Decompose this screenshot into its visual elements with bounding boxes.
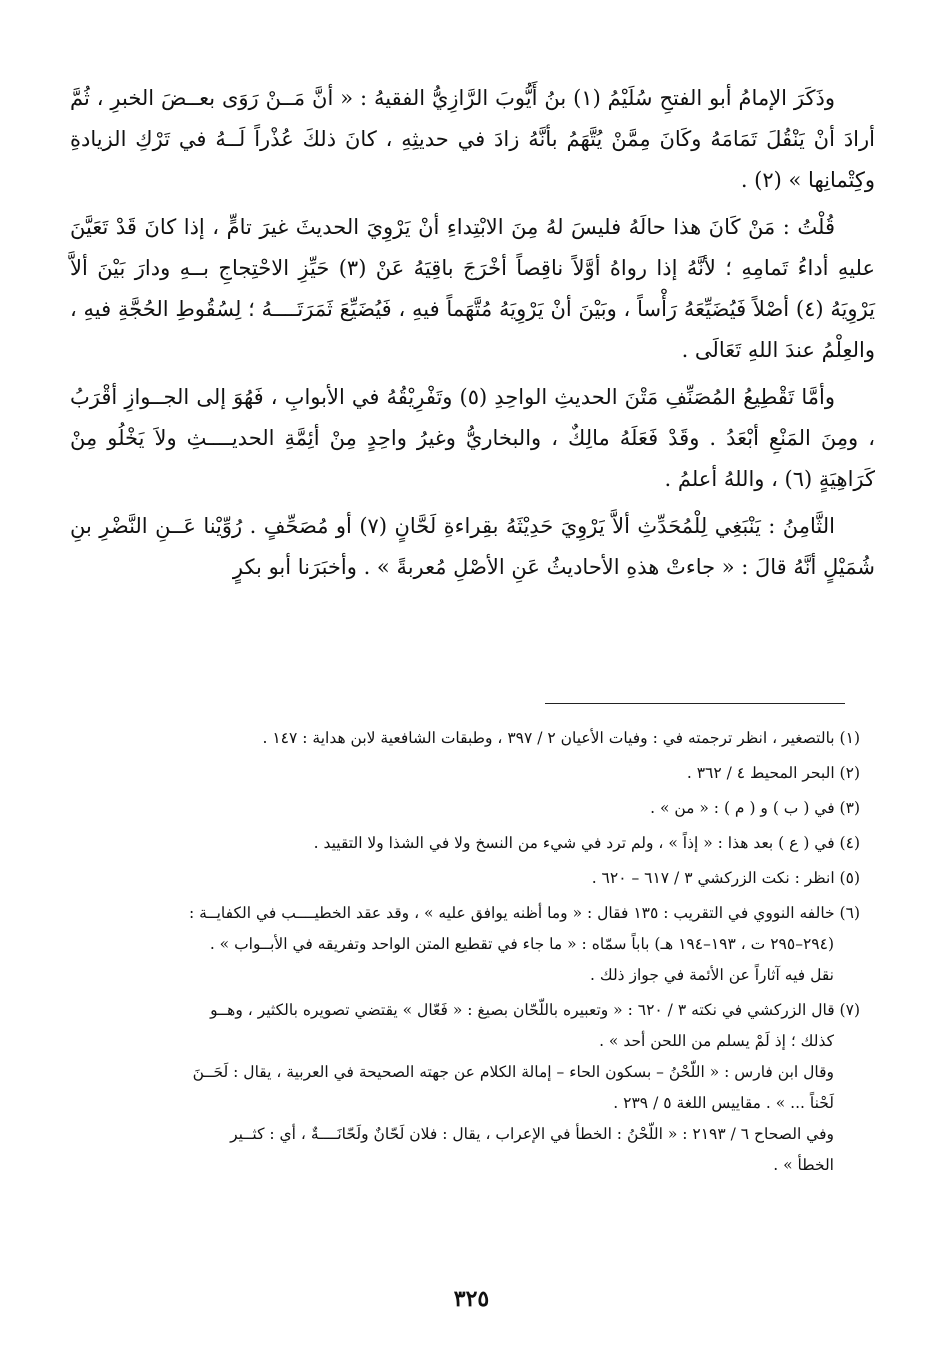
footnote-line: نقل فيه آثاراً عن الأئمة في جواز ذلك . <box>590 966 834 984</box>
footnote-line: (٢) البحر المحيط ٤ / ٣٦٢ . <box>686 764 860 782</box>
footnote-line: لَحْناً ... » . مقاييس اللغة ٥ / ٢٣٩ . <box>613 1094 834 1112</box>
footnote-line: وقال ابن فارس : « اللّحْنُ – بسكون الحاء – إمالة الكلام عن جهته الصحيحة في العربية ، يقال : لَحَــنَ <box>192 1063 834 1081</box>
paragraph-3: وأمَّا تَقْطِيعُ المُصَنِّفِ مَتْنَ الحديثِ الواحِدِ (٥) وتَفْرِيْقُهُ في الأبوابِ ، فَهُوَ إلى الجــوازِ أقْرَبُ ، ومِنَ المَنْعِ أبْعَدُ . وقَدْ فَعَلَهُ مالِكٌ ، والبخاريُّ وغيرُ واحِدٍ مِنْ أئِمَّةِ الحديــــثِ ولاَ يَخْلُو مِنْ كَرَاهِيَةٍ (٦) ، واللهُ أعلمُ . <box>70 385 875 491</box>
footnote-5 <box>70 863 860 894</box>
footnote-4 <box>70 828 860 859</box>
main-text <box>70 78 875 588</box>
footnote-2 <box>70 758 860 789</box>
footnote-7 <box>70 995 860 1181</box>
footnote-line: (٦) خالفه النووي في التقريب : ١٣٥ فقال : « وما أظنه يوافق عليه » ، وقد عقد الخطيــــب في الكفايــة : <box>189 904 860 922</box>
footnote-line: (٣) في ( ب ) و ( م ) : « من » . <box>650 799 860 817</box>
footnote-line: (٥) انظر : نكت الزركشي ٣ / ٦١٧ – ٦٢٠ . <box>591 869 860 887</box>
footnote-line: وفي الصحاح ٦ / ٢١٩٣ : « اللّحْنُ : الخطأ في الإعراب ، يقال : فلان لَحّانٌ ولَحّانَــــةٌ ، أي : كثــير <box>230 1125 834 1143</box>
footnote-1 <box>70 723 860 754</box>
footnote-line: (٤) في ( ع ) بعد هذا : « إذاً » ، ولم ترد في شيء من النسخ ولا في الشذا ولا التقييد . <box>313 834 860 852</box>
footnote-6 <box>70 898 860 991</box>
paragraph-2: قُلْتُ : مَنْ كَانَ هذا حالَهُ فليسَ لهُ مِنَ الابْتِداءِ أنْ يَرْوِيَ الحديثَ غيرَ تامٍّ ، إذا كانَ قَدْ تَعَيَّنَ عليهِ أداءُ تَمامِهِ ؛ لأنَّهُ إذا رواهُ أوَّلاً ناقِصاً أخْرَجَ باقِيَهُ عَنْ (٣) حَيِّزِ الاحْتِجاجِ بــهِ ودارَ بَيْنَ ألاَّ يَرْوِيَهُ (٤) أصْلاً فَيُضَيِّعَهُ رَأْساً ، وبَيْنَ أنْ يَرْوِيَهُ مُتَّهَماً فيهِ ، فَيُضَيِّعَ ثَمَرَتَــــهُ ؛ لِسُقُوطِ الحُجَّةِ فيهِ ، والعِلْمُ عندَ اللهِ تَعَالَى . <box>70 215 875 362</box>
footnote-divider <box>545 703 845 704</box>
footnote-line: (٢٩٤–٢٩٥ ت ، ١٩٣–١٩٤ هـ) باباً سمّاه : « ما جاء في تقطيع المتن الواحد وتفريقه في الأبــواب » . <box>209 935 834 953</box>
footnote-line: الخطأ » . <box>773 1156 834 1174</box>
page-number: ٣٢٥ <box>453 1286 490 1312</box>
footnotes <box>70 723 860 1185</box>
footnote-3 <box>70 793 860 824</box>
paragraph-1: وذَكَرَ الإمامُ أبو الفتحِ سُلَيْمُ (١) بنُ أَيُّوبَ الرَّازِيُّ الفقيهُ : « أنَّ مَــنْ رَوَى بعــضَ الخبرِ ، ثُمَّ أرادَ أنْ يَنْقُلَ تَمَامَهُ وكَانَ مِمَّنْ يُتَّهَمُ بأنَّهُ زادَ في حديثِهِ ، كانَ ذلكَ عُذْراً لَــهُ في تَرْكِ الزيادةِ وكِتْمانِها » (٢) . <box>70 86 875 192</box>
footnote-line: (١) بالتصغير ، انظر ترجمته في : وفيات الأعيان ٢ / ٣٩٧ ، وطبقات الشافعية لابن هداية : ١٤٧ . <box>262 729 860 747</box>
footnote-line: كذلك ؛ إذ لَمْ يسلم من اللحن أحد » . <box>599 1032 834 1050</box>
paragraph-4: الثَّامِنُ : يَنْبَغِي لِلْمُحَدِّثِ ألاَّ يَرْوِيَ حَدِيْثَهُ بقِراءةِ لَحَّانٍ (٧) أو مُصَحِّفٍ . رُوِّيْنا عَــنِ النَّضْرِ بنِ شُمَيْلٍ أنَّهُ قالَ : « جاءتْ هذهِ الأحاديثُ عَنِ الأصْلِ مُعربةً » . وأخبَرَنا أبو بكرٍ <box>70 514 875 579</box>
footnote-line: (٧) قال الزركشي في نكته ٣ / ٦٢٠ : « وتعبيره باللّحّان بصيغ : « فَعّال » يقتضي تصويره بالكثير ، وهــو <box>210 1001 860 1019</box>
